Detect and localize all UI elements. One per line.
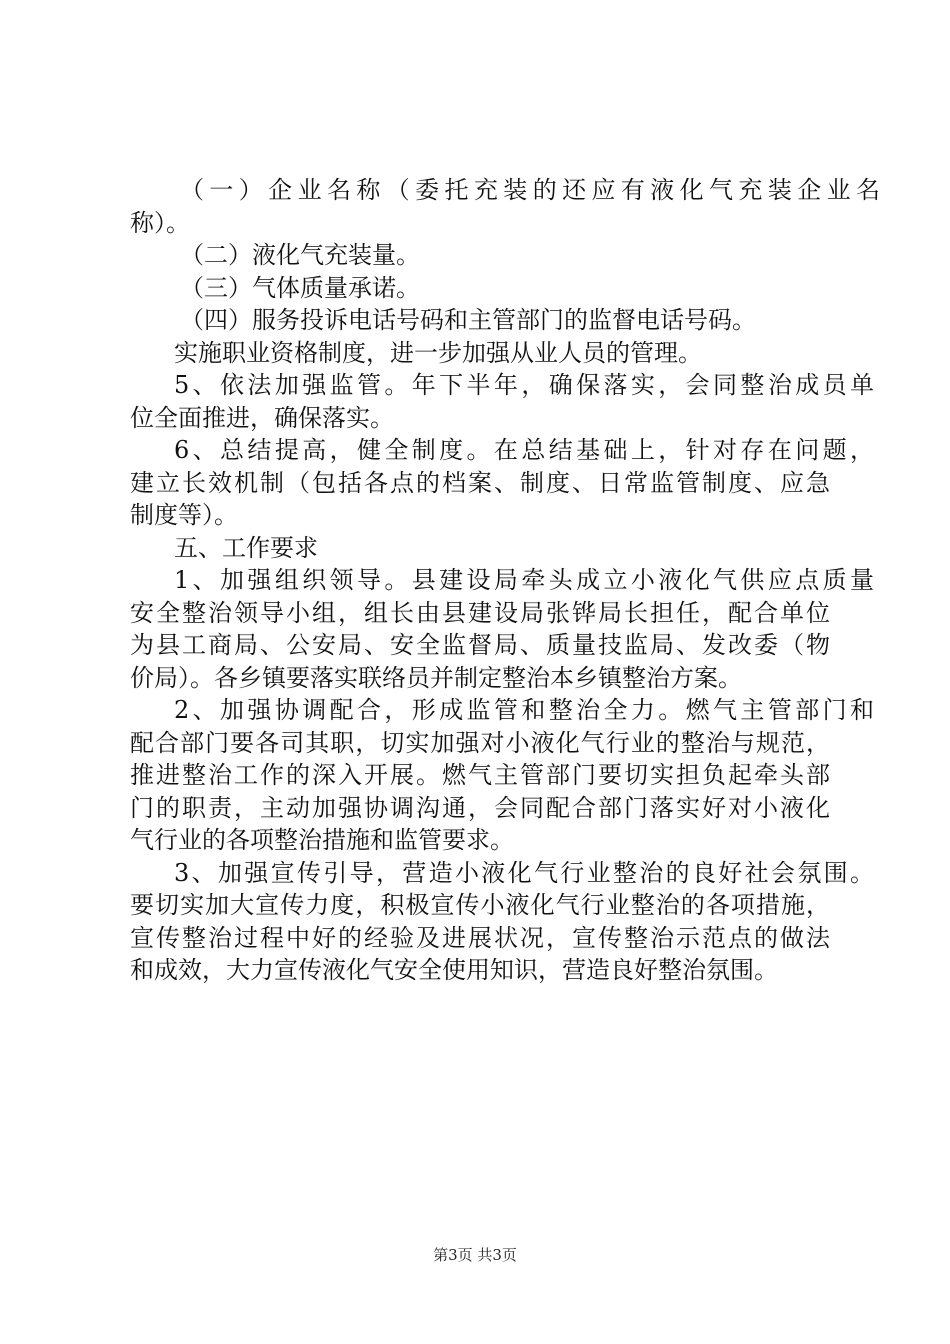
document-body: [130, 174, 880, 987]
paragraph-line: 宣传整治过程中好的经验及进展状况，宣传整治示范点的做法: [130, 923, 830, 952]
paragraph-line: 配合部门要各司其职，切实加强对小液化气行业的整治与规范，: [130, 728, 830, 757]
paragraph-line: 2、加强协调配合，形成监管和整治全力。燃气主管部门和: [174, 696, 874, 724]
section-heading: 五、工作要求: [174, 533, 318, 562]
paragraph-line: 3、加强宣传引导，营造小液化气行业整治的良好社会氛围。: [174, 858, 874, 887]
paragraph-line: 安全整治领导小组，组长由县建设局张铧局长担任，配合单位: [130, 598, 830, 627]
paragraph-line: （三）气体质量承诺。: [180, 273, 420, 302]
paragraph-line: 气行业的各项整治措施和监管要求。: [130, 826, 514, 854]
paragraph-line: 实施职业资格制度，进一步加强从业人员的管理。: [174, 338, 702, 367]
paragraph-line: 门的职责，主动加强协调沟通，会同配合部门落实好对小液化: [130, 793, 830, 822]
paragraph-line: （二）液化气充装量。: [180, 241, 420, 269]
paragraph-line: 称）。: [130, 208, 190, 237]
paragraph-line: 和成效，大力宣传液化气安全使用知识，营造良好整治氛围。: [130, 956, 778, 984]
paragraph-line: 建立长效机制（包括各点的档案、制度、日常监管制度、应急: [130, 468, 830, 497]
paragraph-line: （四）服务投诉电话号码和主管部门的监督电话号码。: [180, 306, 756, 334]
paragraph-line: 推进整治工作的深入开展。燃气主管部门要切实担负起牵头部: [130, 761, 830, 789]
paragraph-line: 要切实加大宣传力度，积极宣传小液化气行业整治的各项措施，: [130, 891, 830, 919]
paragraph-line: 制度等）。: [130, 501, 238, 529]
paragraph-line: 价局）。各乡镇要落实联络员并制定整治本乡镇整治方案。: [130, 663, 742, 692]
page-footer: 第3页 共3页: [433, 1246, 517, 1264]
paragraph-line: 为县工商局、公安局、安全监督局、质量技监局、发改委（物: [130, 631, 830, 659]
paragraph-line: 1、加强组织领导。县建设局牵头成立小液化气供应点质量: [174, 566, 874, 594]
paragraph-line: （一）企业名称（委托充装的还应有液化气充装企业名: [180, 176, 880, 204]
paragraph-line: 6、总结提高，健全制度。在总结基础上，针对存在问题，: [174, 436, 874, 464]
paragraph-line: 位全面推进，确保落实。: [130, 403, 394, 432]
paragraph-line: 5、依法加强监管。年下半年，确保落实，会同整治成员单: [174, 371, 874, 399]
